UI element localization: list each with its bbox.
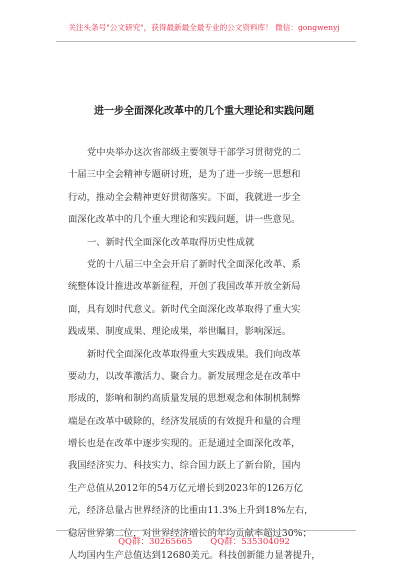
section-heading: 一、新时代全面深化改革取得历史性成就	[87, 236, 255, 248]
body-line: 统整体设计推进改革新征程，开创了我国改革开放全新局	[68, 281, 301, 293]
body-line: 元，经济总量占世界经济的比重由11.3%上升到18%左右，	[68, 505, 314, 517]
body-line: 要动力，以改革激活力、聚合力。新发展理念是在改革中	[68, 370, 301, 382]
footer-divider	[56, 530, 356, 531]
body-line: 践成果、制度成果、理论成果，举世瞩目，影响深远。	[68, 326, 292, 338]
footer-qq-group-2: QQ群：535304092	[210, 537, 290, 547]
body-line: 十届三中全会精神专题研讨班，是为了进一步统一思想和	[68, 169, 301, 181]
footer-qq-group-1: QQ群：30265665	[118, 537, 193, 547]
body-line: 人均国内生产总值达到12680美元。科技创新能力显著提升，	[68, 550, 321, 562]
body-line: 形成的，影响和制约高质量发展的思想观念和体制机制弊	[68, 393, 301, 405]
header-banner: 关注头条号"公文研究"，获得最新最全最专业的公文资料库！ 微信：gongwenyj	[68, 23, 340, 32]
body-line: 党中央举办这次省部级主要领导干部学习贯彻党的二	[87, 147, 301, 158]
document-body	[68, 142, 338, 567]
body-line: 面深化改革中的几个重大理论和实践问题，讲一些意见。	[68, 214, 301, 226]
header-divider	[56, 41, 356, 42]
body-line: 端是在改革中破除的，经济发展质的有效提升和量的合理	[68, 415, 301, 427]
body-line: 增长也是在改革中逐步实现的。正是通过全面深化改革，	[68, 438, 301, 450]
footer	[0, 535, 408, 547]
body-line: 我国经济实力、科技实力、综合国力跃上了新台阶，国内	[68, 460, 301, 472]
body-line: 新时代全面深化改革取得重大实践成果。我们向改革	[87, 348, 301, 360]
body-line: 行动，推动全会精神更好贯彻落实。下面，我就进一步全	[68, 191, 301, 203]
body-line: 稳居世界第二位，对世界经济增长的年均贡献率超过30%；	[68, 527, 312, 539]
body-line: 生产总值从2012年的54万亿元增长到2023年的126万亿	[68, 482, 303, 494]
body-line: 党的十八届三中全会开启了新时代全面深化改革、系	[87, 258, 301, 270]
document-title: 进一步全面深化改革中的几个重大理论和实践问题	[94, 106, 314, 117]
body-line: 面，具有划时代意义。新时代全面深化改革取得了重大实	[68, 303, 301, 315]
